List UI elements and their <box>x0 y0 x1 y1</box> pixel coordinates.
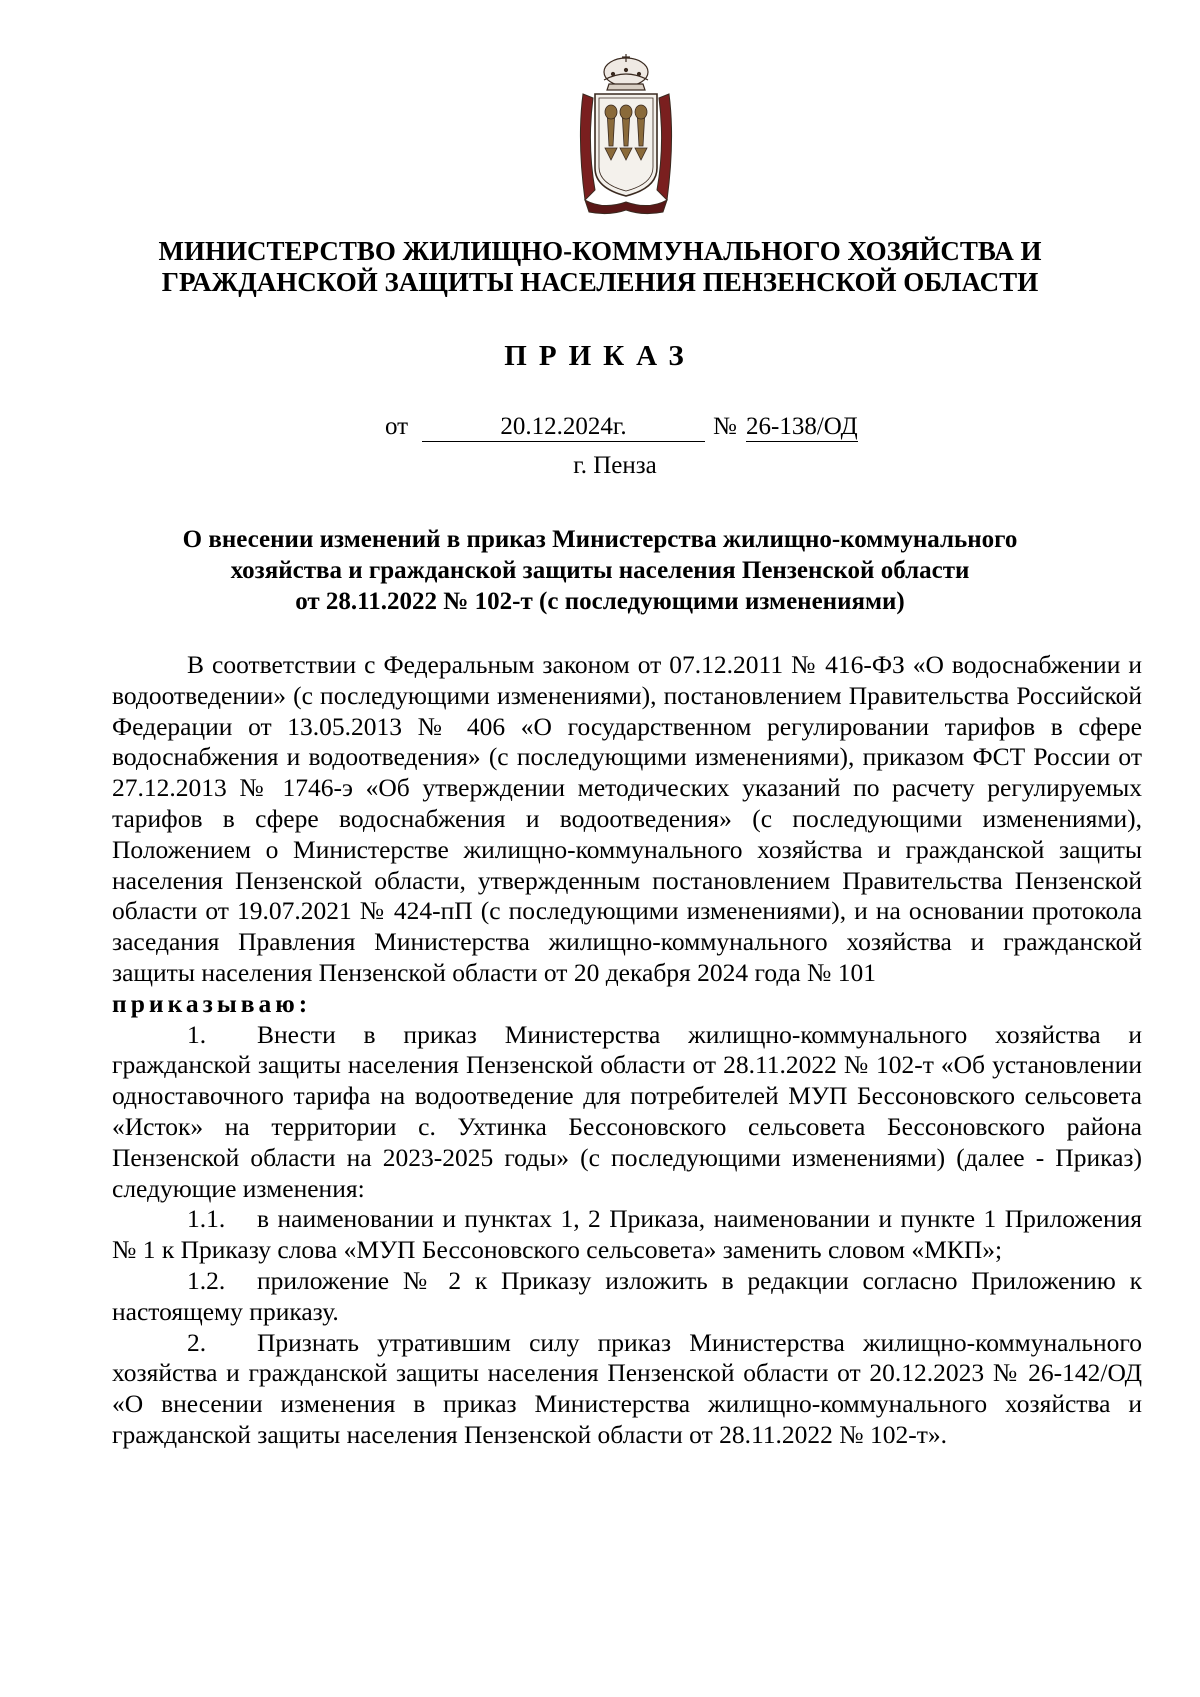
document-type: ПРИКАЗ <box>504 340 696 372</box>
item-number: 1.2. <box>187 1265 226 1295</box>
subject-line-1: О внесении изменений в приказ Министерства жилищно-коммунального <box>182 526 1018 553</box>
preamble-paragraph: В соответствии с Федеральным законом от 07.12.2011 № 416-ФЗ «О водоснабжении и водоотведении» (с последующими изменениями), постановлением Правительства Российской Федерации от 13.05.2013 № 406 «О государственном регулировании тарифов в сфере водоснабжения и водоотведения» (с последующими изменениями), приказом ФСТ России от 27.12.2013 № 1746-э «Об утверждении методических указаний по расчету регулируемых тарифов в сфере водоснабжения и водоотведения» (с последующими изменениями), Положением о Министерстве жилищно-коммунального хозяйства и гражданской защиты населения Пензенской области, утвержденным постановлением Правительства Пензенской области от 19.07.2021 № 424-пП (с последующими изменениями), и на основании протокола заседания Правления Министерства жилищно-коммунального хозяйства и гражданской защиты населения Пензенской области от 20 декабря 2024 года № 101 <box>112 650 1142 987</box>
subject-line-2: хозяйства и гражданской защиты населения Пензенской области <box>230 557 970 584</box>
order-date: 20.12.2024г. <box>422 413 705 442</box>
list-item <box>112 1204 1142 1266</box>
decree-line <box>112 989 1142 1020</box>
list-item <box>112 1020 1142 1205</box>
order-number: 26-138/ОД <box>746 413 858 440</box>
date-prefix: от <box>385 413 409 440</box>
list-item <box>112 1266 1142 1328</box>
ministry-line-1: МИНИСТЕРСТВО ЖИЛИЩНО-КОММУНАЛЬНОГО ХОЗЯЙСТВА И <box>158 236 1042 266</box>
item-text: Признать утратившим силу приказ Министерства жилищно-коммунального хозяйства и гражданской защиты населения Пензенской области от 20.12.2023 № 26-142/ОД «О внесении изменения в приказ Министерства жилищно-коммунального хозяйства и гражданской защиты населения Пензенской области от 28.11.2022 № 102-т». <box>112 1327 1142 1449</box>
subject-line-3: от 28.11.2022 № 102-т (с последующими изменениями) <box>295 588 905 615</box>
item-text: приложение № 2 к Приказу изложить в редакции согласно Приложению к настоящему приказу. <box>112 1265 1142 1326</box>
decree-word: приказываю: <box>112 988 312 1018</box>
item-number: 1. <box>187 1019 207 1049</box>
item-text: в наименовании и пунктах 1, 2 Приказа, наименовании и пункте 1 Приложения № 1 к Приказу слова «МУП Бессоновского сельсовета» заменить словом «МКП»; <box>112 1204 1142 1265</box>
item-number: 1.1. <box>187 1204 226 1234</box>
ministry-line-2: ГРАЖДАНСКОЙ ЗАЩИТЫ НАСЕЛЕНИЯ ПЕНЗЕНСКОЙ ОБЛАСТИ <box>161 267 1039 297</box>
ministry-name <box>60 236 1140 298</box>
number-sign: № <box>713 413 737 440</box>
item-text: Внести в приказ Министерства жилищно-коммунального хозяйства и гражданской защиты населения Пензенской области от 28.11.2022 № 102-т «Об установлении одноставочного тарифа на водоотведение для потребителей МУП Бессоновского сельсовета «Исток» на территории с. Ухтинка Бессоновского сельсовета Бессоновского района Пензенской области на 2023-2025 годы» (с последующими изменениями) (далее - Приказ) следующие изменения: <box>112 1019 1142 1203</box>
city: г. Пенза <box>573 452 657 479</box>
list-item <box>112 1328 1142 1451</box>
document-body <box>112 650 1142 1451</box>
penza-coat-of-arms-icon <box>573 50 679 216</box>
item-number: 2. <box>187 1327 207 1357</box>
order-subject <box>120 524 1080 617</box>
